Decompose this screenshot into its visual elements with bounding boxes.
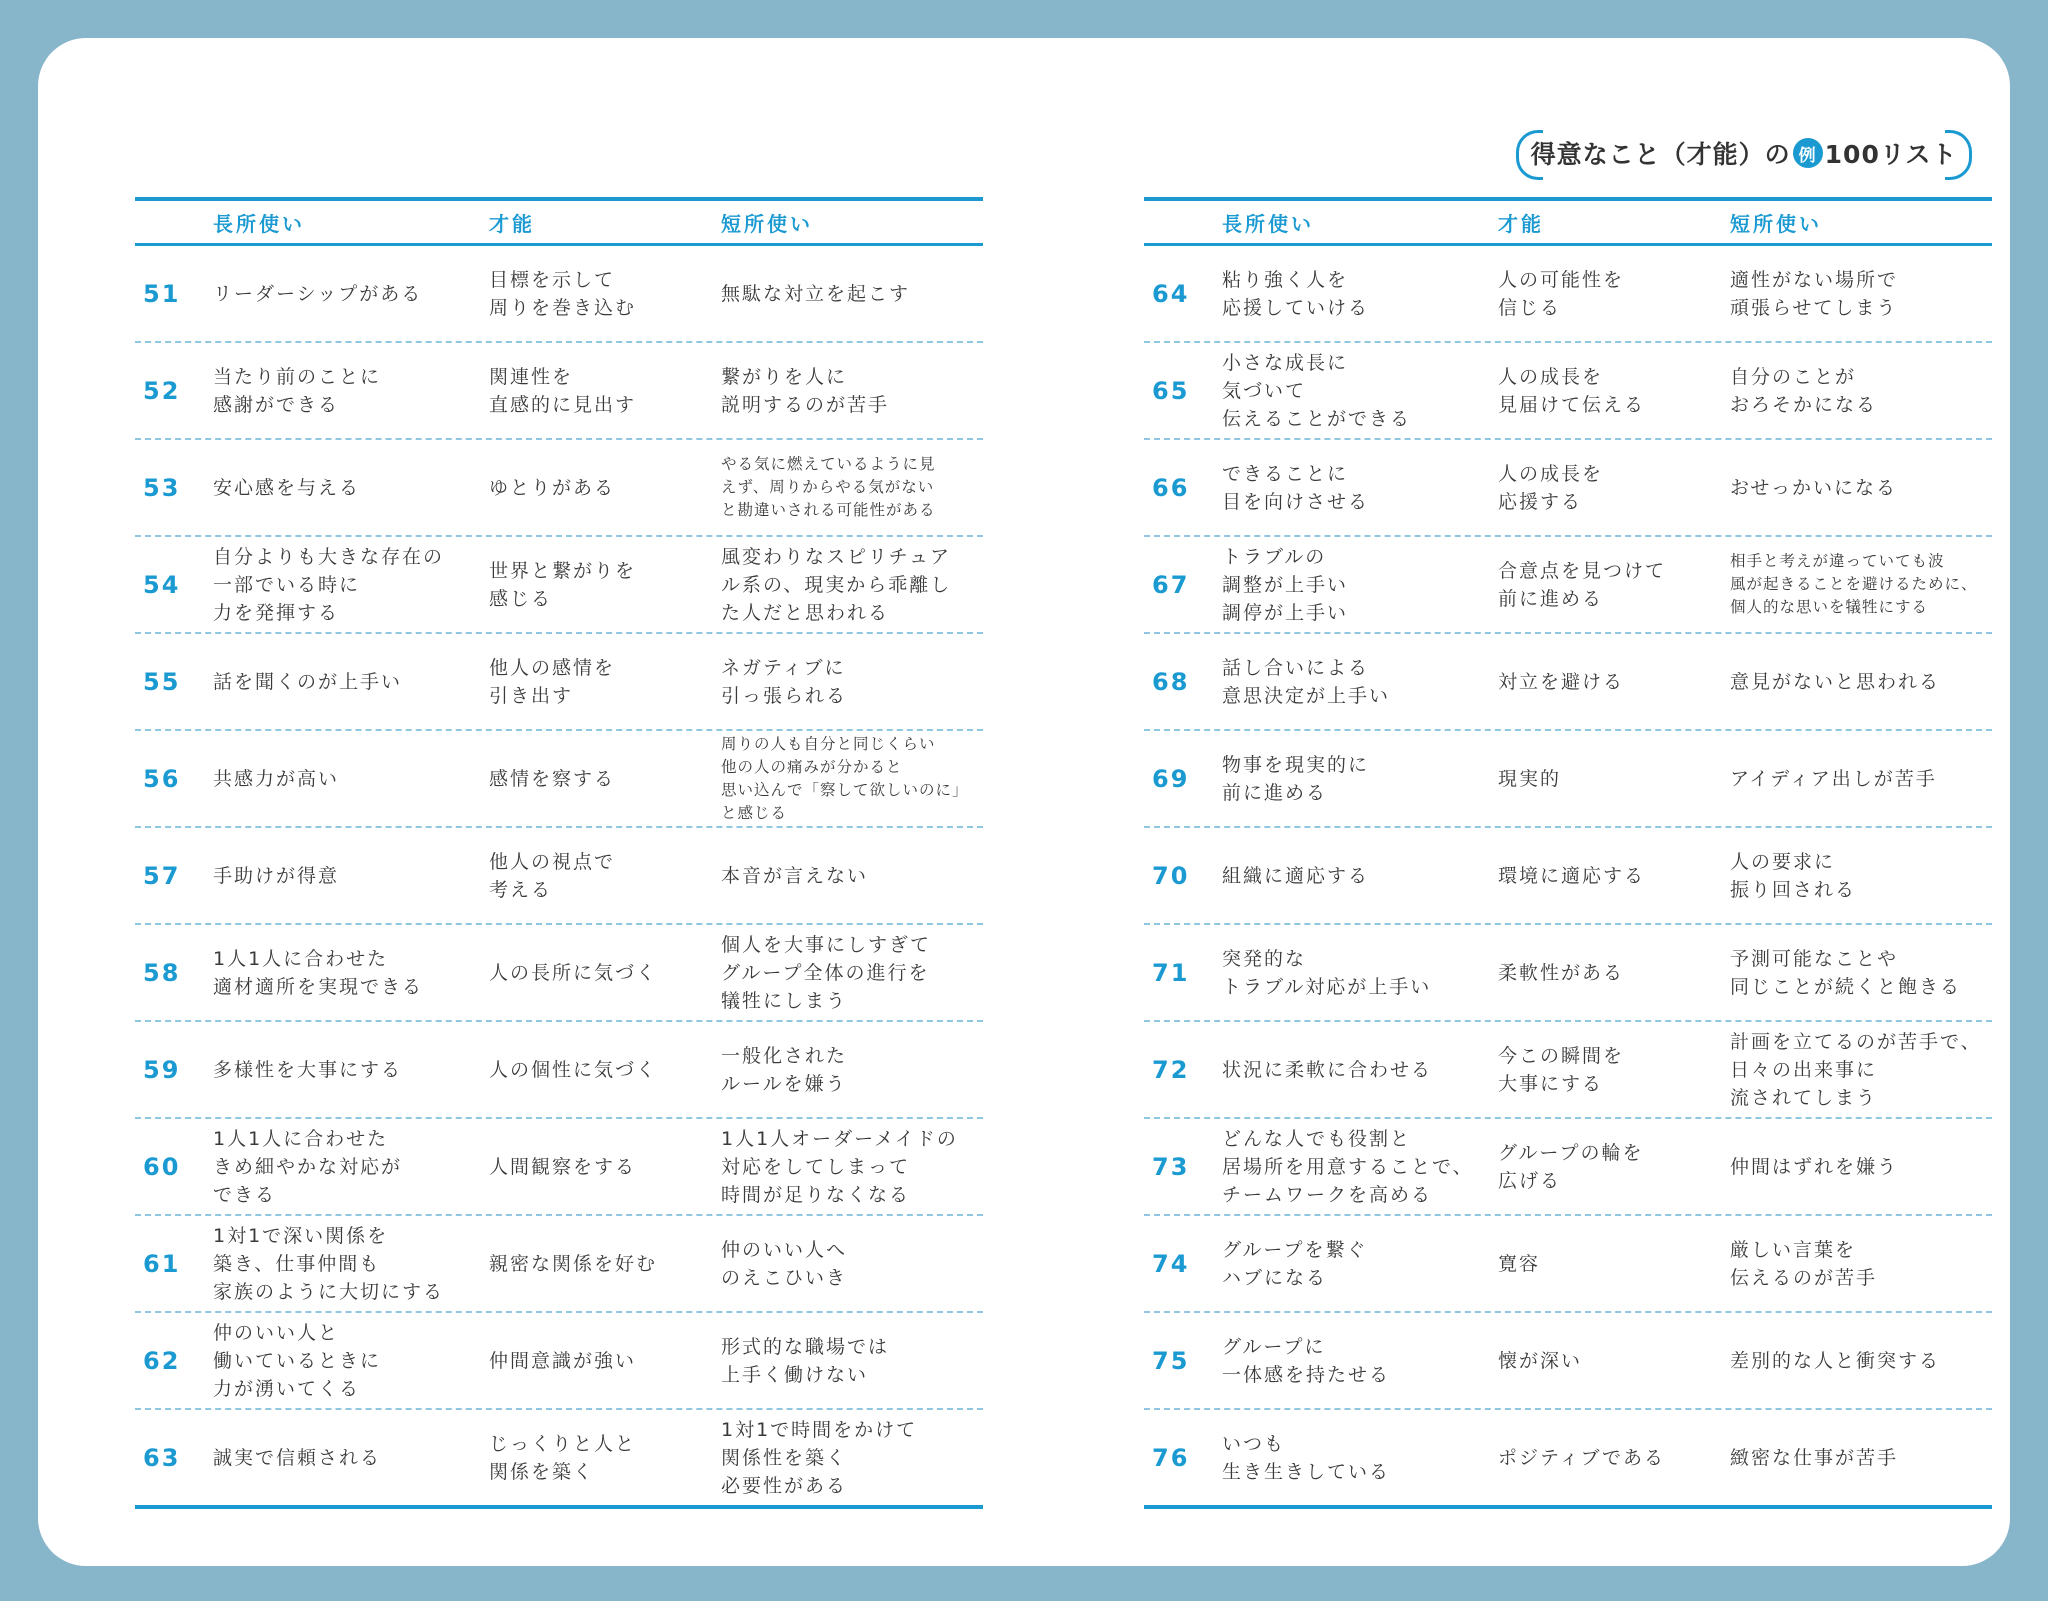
row-number: 57 [143, 861, 181, 890]
row-number: 55 [143, 667, 181, 696]
talent-cell: 合意点を見つけて 前に進める [1498, 559, 1667, 610]
table-row [135, 1119, 983, 1216]
row-number: 54 [143, 570, 181, 599]
header-weakness-use: 短所使い [721, 211, 813, 236]
header-strength-use: 長所使い [1222, 211, 1314, 236]
weakness-use-cell: 本音が言えない [721, 864, 869, 887]
weakness-use-cell: やる気に燃えているように見 えず、周りからやる気がない と勘違いされる可能性がある [721, 455, 936, 519]
row-number: 65 [1152, 376, 1190, 405]
row-number: 69 [1152, 764, 1190, 793]
talent-cell: 人の可能性を 信じる [1498, 268, 1625, 319]
table-row [1144, 634, 1992, 731]
talent-cell: 対立を避ける [1498, 670, 1625, 693]
table-row [1144, 731, 1992, 828]
table-row [1144, 246, 1992, 343]
table-row [1144, 828, 1992, 925]
table-row [1144, 440, 1992, 537]
weakness-use-cell: 相手と考えが違っていても波 風が起きることを避けるために、 個人的な思いを犠牲にする [1730, 552, 1978, 616]
row-number: 58 [143, 958, 181, 987]
table-row [1144, 343, 1992, 440]
table-row [135, 731, 983, 828]
talent-table-right [1144, 197, 1992, 1509]
weakness-use-cell: 計画を立てるのが苦手で、 日々の出来事に 流されてしまう [1730, 1030, 1982, 1109]
table-header [1144, 201, 1992, 246]
strength-use-cell: 多様性を大事にする [213, 1058, 403, 1081]
strength-use-cell: 手助けが得意 [213, 864, 340, 887]
talent-cell: 親密な関係を好む [489, 1252, 658, 1275]
strength-use-cell: 共感力が高い [213, 767, 340, 790]
talent-cell: 環境に適応する [1498, 864, 1646, 887]
row-number: 75 [1152, 1346, 1190, 1375]
table-row [1144, 537, 1992, 634]
title-suffix: 100リスト [1824, 140, 1958, 169]
strength-use-cell: トラブルの 調整が上手い 調停が上手い [1222, 545, 1349, 624]
table-row [1144, 925, 1992, 1022]
row-number: 76 [1152, 1443, 1190, 1472]
talent-cell: 寛容 [1498, 1252, 1541, 1275]
talent-cell: 世界と繋がりを 感じる [489, 559, 637, 610]
table-row [1144, 1410, 1992, 1505]
strength-use-cell: 突発的な トラブル対応が上手い [1222, 947, 1432, 998]
strength-use-cell: 自分よりも大きな存在の 一部でいる時に 力を発揮する [213, 545, 445, 624]
table-row [135, 1410, 983, 1505]
row-number: 72 [1152, 1055, 1190, 1084]
weakness-use-cell: ネガティブに 引っ張られる [721, 656, 848, 707]
strength-use-cell: 粘り強く人を 応援していける [1222, 268, 1370, 319]
talent-cell: 人の成長を 応援する [1498, 462, 1604, 513]
table-row [135, 634, 983, 731]
weakness-use-cell: 形式的な職場では 上手く働けない [721, 1335, 890, 1386]
book-spread [38, 38, 2010, 1566]
talent-cell: ポジティブである [1498, 1446, 1666, 1469]
strength-use-cell: 状況に柔軟に合わせる [1222, 1058, 1433, 1081]
talent-cell: じっくりと人と 関係を築く [489, 1432, 637, 1483]
weakness-use-cell: 周りの人も自分と同じくらい 他の人の痛みが分かると 思い込んで「察して欲しいのに」 と感じる [721, 734, 969, 822]
strength-use-cell: 当たり前のことに 感謝ができる [213, 365, 382, 416]
row-number: 68 [1152, 667, 1190, 696]
talent-cell: ゆとりがある [489, 476, 616, 499]
title-prefix: 得意なこと（才能）の [1530, 140, 1791, 169]
strength-use-cell: 組織に適応する [1222, 864, 1370, 887]
talent-cell: 人の個性に気づく [489, 1058, 658, 1081]
table-row [1144, 1119, 1992, 1216]
row-number: 51 [143, 279, 181, 308]
talent-cell: 他人の視点で 考える [489, 850, 616, 901]
title-bracket-right [1945, 130, 1972, 180]
strength-use-cell: できることに 目を向けさせる [1222, 462, 1370, 513]
table-row [135, 246, 983, 343]
table-row [1144, 1022, 1992, 1119]
table-row [135, 1216, 983, 1313]
weakness-use-cell: 一般化された ルールを嫌う [721, 1044, 848, 1095]
strength-use-cell: 1人1人に合わせた 適材適所を実現できる [213, 947, 424, 998]
header-weakness-use: 短所使い [1730, 211, 1822, 236]
strength-use-cell: 話し合いによる 意思決定が上手い [1222, 656, 1391, 707]
talent-cell: 柔軟性がある [1498, 961, 1625, 984]
strength-use-cell: 小さな成長に 気づいて 伝えることができる [1222, 351, 1412, 430]
row-number: 70 [1152, 861, 1190, 890]
strength-use-cell: 誠実で信頼される [213, 1446, 382, 1469]
row-number: 62 [143, 1346, 181, 1375]
header-strength-use: 長所使い [213, 211, 305, 236]
row-number: 71 [1152, 958, 1190, 987]
table-row [135, 1313, 983, 1410]
header-talent: 才能 [1498, 211, 1544, 236]
talent-cell: 今この瞬間を 大事にする [1498, 1044, 1625, 1095]
weakness-use-cell: 風変わりなスピリチュア ル系の、現実から乖離し た人だと思われる [721, 545, 952, 624]
talent-cell: 目標を示して 周りを巻き込む [489, 268, 637, 319]
row-number: 56 [143, 764, 181, 793]
table-row [1144, 1216, 1992, 1313]
row-number: 67 [1152, 570, 1190, 599]
weakness-use-cell: 緻密な仕事が苦手 [1730, 1446, 1899, 1469]
row-number: 53 [143, 473, 181, 502]
row-number: 63 [143, 1443, 181, 1472]
weakness-use-cell: 意見がないと思われる [1730, 670, 1941, 693]
weakness-use-cell: 予測可能なことや 同じことが続くと飽きる [1730, 947, 1962, 998]
talent-cell: 懐が深い [1498, 1349, 1583, 1372]
strength-use-cell: リーダーシップがある [213, 282, 423, 305]
weakness-use-cell: 個人を大事にしすぎて グループ全体の進行を 犠牲にしまう [721, 933, 932, 1012]
table-row [1144, 1313, 1992, 1410]
strength-use-cell: 物事を現実的に 前に進める [1222, 753, 1370, 804]
strength-use-cell: グループを繋ぐ ハブになる [1222, 1238, 1368, 1289]
weakness-use-cell: 適性がない場所で 頑張らせてしまう [1730, 268, 1899, 319]
weakness-use-cell: アイディア出しが苦手 [1730, 767, 1937, 790]
row-number: 64 [1152, 279, 1190, 308]
talent-cell: 仲間意識が強い [489, 1349, 637, 1372]
weakness-use-cell: 厳しい言葉を 伝えるのが苦手 [1730, 1238, 1878, 1289]
talent-table-left [135, 197, 983, 1509]
talent-cell: 感情を察する [489, 767, 616, 790]
row-number: 59 [143, 1055, 181, 1084]
weakness-use-cell: 自分のことが おろそかになる [1730, 365, 1878, 416]
row-number: 61 [143, 1249, 181, 1278]
talent-cell: 現実的 [1498, 767, 1562, 790]
row-number: 60 [143, 1152, 181, 1181]
example-badge: 例 [1793, 138, 1823, 168]
strength-use-cell: 話を聞くのが上手い [213, 670, 403, 693]
row-number: 66 [1152, 473, 1190, 502]
weakness-use-cell: 繋がりを人に 説明するのが苦手 [721, 365, 890, 416]
table-row [135, 925, 983, 1022]
talent-cell: 他人の感情を 引き出す [489, 656, 616, 707]
weakness-use-cell: 仲間はずれを嫌う [1730, 1155, 1899, 1178]
table-row [135, 828, 983, 925]
row-number: 74 [1152, 1249, 1190, 1278]
talent-cell: グループの輪を 広げる [1498, 1141, 1644, 1192]
header-talent: 才能 [489, 211, 535, 236]
weakness-use-cell: 1対1で時間をかけて 関係性を築く 必要性がある [721, 1418, 918, 1497]
talent-cell: 人の成長を 見届けて伝える [1498, 365, 1646, 416]
weakness-use-cell: 仲のいい人へ のえこひいき [721, 1238, 848, 1289]
table-row [135, 1022, 983, 1119]
page-title [1516, 130, 1972, 176]
strength-use-cell: 1対1で深い関係を 築き、仕事仲間も 家族のように大切にする [213, 1224, 445, 1303]
strength-use-cell: グループに 一体感を持たせる [1222, 1335, 1391, 1386]
row-number: 73 [1152, 1152, 1190, 1181]
weakness-use-cell: 差別的な人と衝突する [1730, 1349, 1941, 1372]
table-header [135, 201, 983, 246]
weakness-use-cell: おせっかいになる [1730, 476, 1898, 499]
weakness-use-cell: 無駄な対立を起こす [721, 282, 911, 305]
strength-use-cell: どんな人でも役割と 居場所を用意することで、 チームワークを高める [1222, 1127, 1474, 1206]
weakness-use-cell: 1人1人オーダーメイドの 対応をしてしまって 時間が足りなくなる [721, 1127, 958, 1206]
talent-cell: 人の長所に気づく [489, 961, 658, 984]
table-row [135, 537, 983, 634]
title-bracket-left [1516, 130, 1543, 180]
strength-use-cell: 仲のいい人と 働いているときに 力が湧いてくる [213, 1321, 382, 1400]
table-row [135, 343, 983, 440]
weakness-use-cell: 人の要求に 振り回される [1730, 850, 1857, 901]
table-row [135, 440, 983, 537]
row-number: 52 [143, 376, 181, 405]
talent-cell: 人間観察をする [489, 1155, 637, 1178]
strength-use-cell: いつも 生き生きしている [1222, 1432, 1391, 1483]
talent-cell: 関連性を 直感的に見出す [489, 365, 637, 416]
strength-use-cell: 1人1人に合わせた きめ細やかな対応が できる [213, 1127, 403, 1206]
strength-use-cell: 安心感を与える [213, 476, 361, 499]
